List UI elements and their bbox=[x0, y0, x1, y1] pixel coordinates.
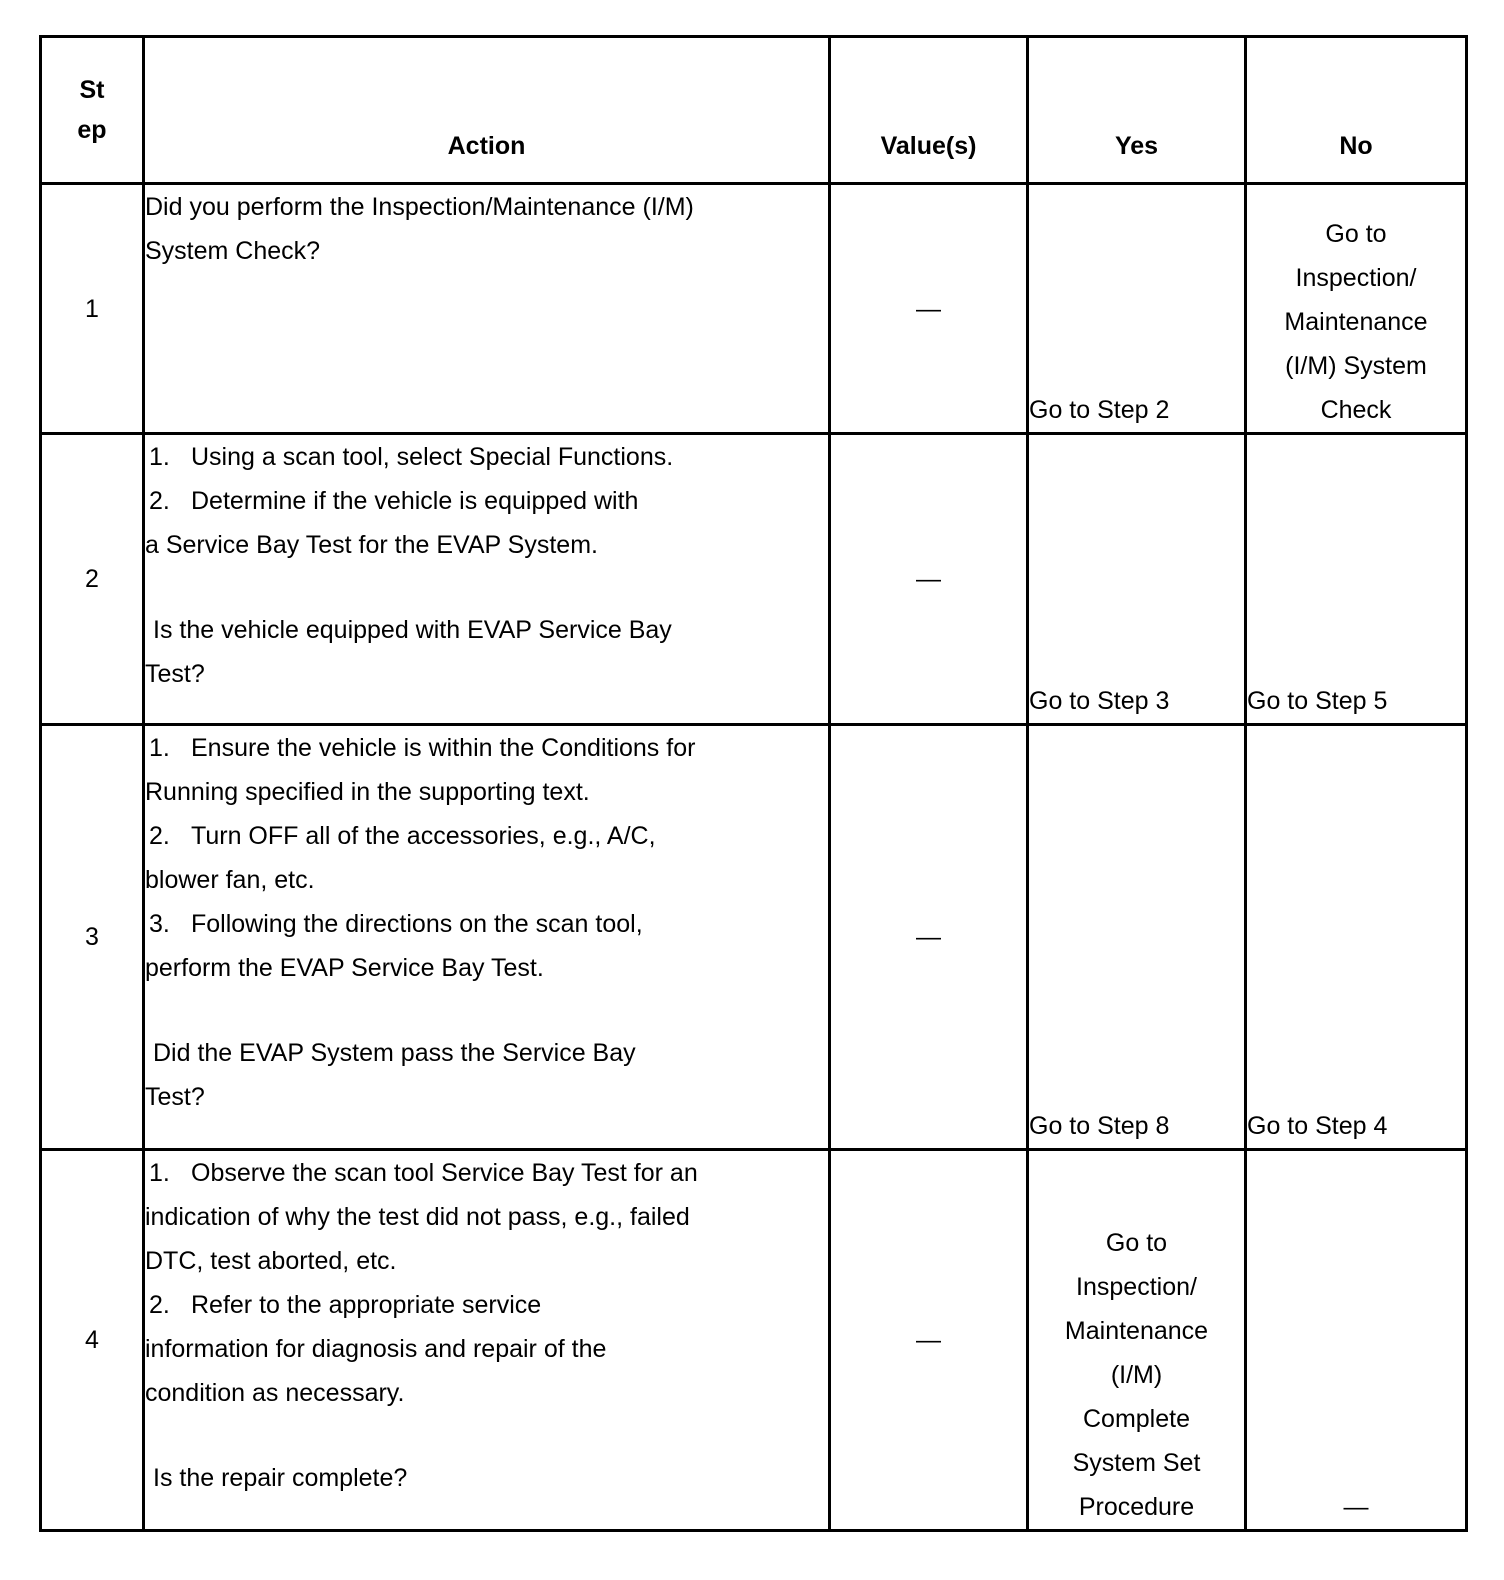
value-cell: — bbox=[830, 434, 1028, 725]
list-item: 1. Using a scan tool, select Special Functions. bbox=[149, 443, 674, 471]
list-item: 2. Turn OFF all of the accessories, e.g., A/C, bbox=[149, 822, 656, 850]
header-row bbox=[41, 37, 1467, 184]
yes-cell: Go to Step 2 bbox=[1028, 184, 1246, 434]
table-row bbox=[41, 434, 1467, 725]
action-cell: Did you perform the Inspection/Maintenance (I/M) System Check? bbox=[144, 184, 830, 434]
diagnostic-table bbox=[39, 35, 1468, 1532]
list-item: 3. Following the directions on the scan tool, bbox=[149, 910, 643, 938]
header-action: Action bbox=[144, 37, 830, 184]
header-yes: Yes bbox=[1028, 37, 1246, 184]
value-cell: — bbox=[830, 725, 1028, 1150]
table-row bbox=[41, 184, 1467, 434]
step-number: 3 bbox=[41, 725, 144, 1150]
value-cell: — bbox=[830, 1150, 1028, 1531]
value-cell: — bbox=[830, 184, 1028, 434]
table-row bbox=[41, 725, 1467, 1150]
header-values: Value(s) bbox=[830, 37, 1028, 184]
no-cell: Go to Inspection/ Maintenance (I/M) System Check bbox=[1246, 184, 1467, 434]
step-number: 4 bbox=[41, 1150, 144, 1531]
list-item: 1. Observe the scan tool Service Bay Test for an bbox=[149, 1159, 698, 1187]
yes-cell: Go to Inspection/ Maintenance (I/M) Complete System Set Procedure bbox=[1028, 1150, 1246, 1531]
no-cell: — bbox=[1246, 1150, 1467, 1531]
action-cell: 1. Using a scan tool, select Special Functions. 2. Determine if the vehicle is equipped with a Service Bay Test for the EVAP System. Is the vehicle equipped with EVAP Service Bay Test? bbox=[144, 434, 830, 725]
table-row bbox=[41, 1150, 1467, 1531]
header-no: No bbox=[1246, 37, 1467, 184]
list-item: 2. Refer to the appropriate service bbox=[149, 1291, 542, 1319]
header-step: St ep bbox=[41, 37, 144, 184]
list-item: 2. Determine if the vehicle is equipped with bbox=[149, 487, 639, 515]
list-item: 1. Ensure the vehicle is within the Conditions for bbox=[149, 734, 696, 762]
yes-cell: Go to Step 8 bbox=[1028, 725, 1246, 1150]
action-cell: 1. Ensure the vehicle is within the Conditions for Running specified in the supporting text. 2. Turn OFF all of the accessories, e.g., A/C, blower fan, etc. 3. Following the directions on the scan tool, perform the EVAP Service Bay Test. Did the EVAP System pass the Service Bay Test? bbox=[144, 725, 830, 1150]
no-cell: Go to Step 4 bbox=[1246, 725, 1467, 1150]
yes-cell: Go to Step 3 bbox=[1028, 434, 1246, 725]
action-cell: 1. Observe the scan tool Service Bay Test for an indication of why the test did not pass, e.g., failed DTC, test aborted, etc. 2. Refer to the appropriate service information for diagnosis and repair of the condition as necessary. Is the repair complete? bbox=[144, 1150, 830, 1531]
step-number: 2 bbox=[41, 434, 144, 725]
step-number: 1 bbox=[41, 184, 144, 434]
no-cell: Go to Step 5 bbox=[1246, 434, 1467, 725]
